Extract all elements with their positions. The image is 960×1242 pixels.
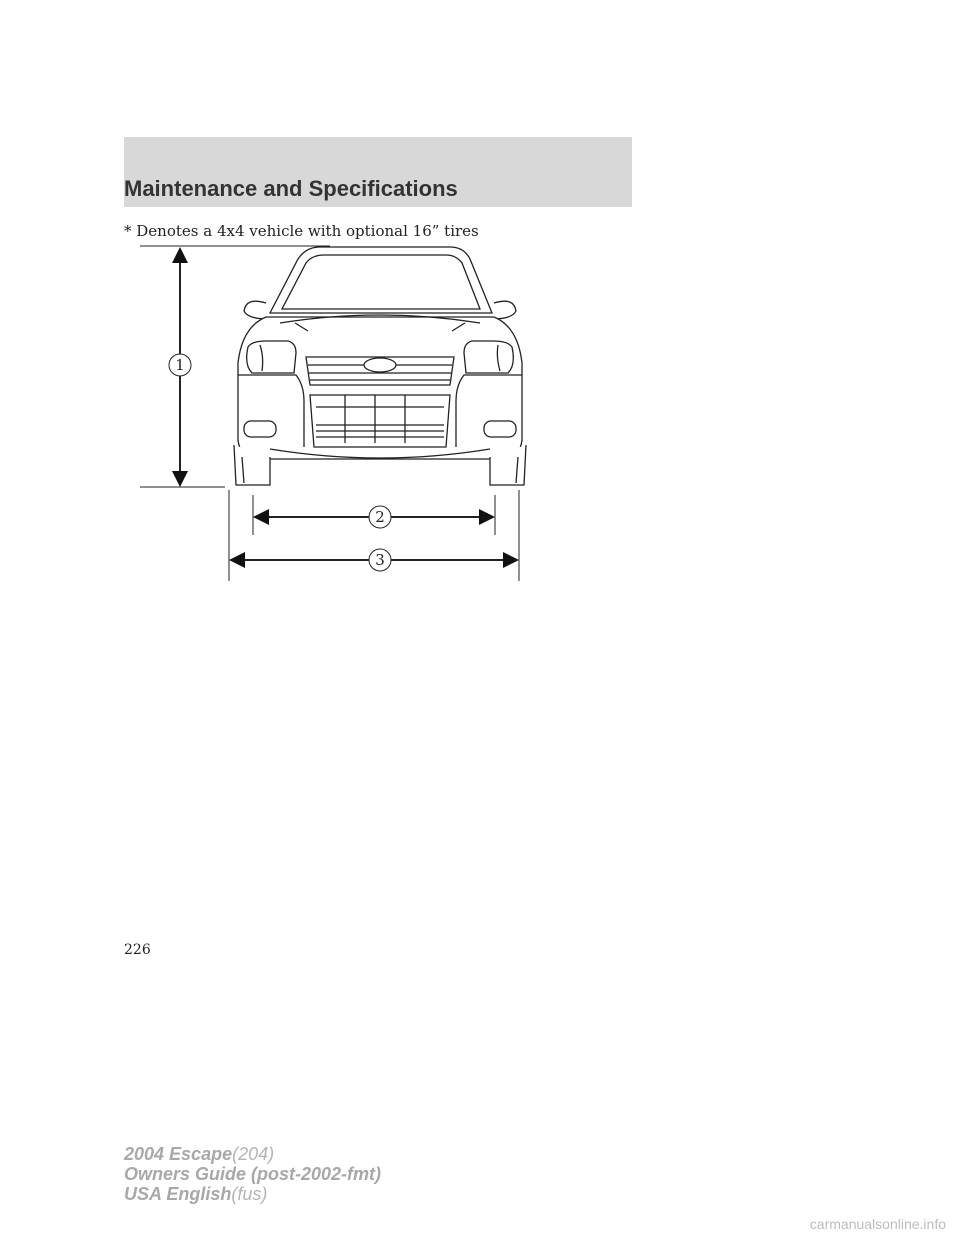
- footer-language-code: (fus): [231, 1184, 268, 1204]
- tire-note: * Denotes a 4x4 vehicle with optional 16” tires: [124, 222, 479, 240]
- footer-language: USA English: [124, 1184, 232, 1204]
- page-number: 226: [124, 942, 151, 958]
- footer-line-2: [124, 1164, 381, 1184]
- track-arrow-left: [253, 509, 269, 525]
- document-footer: [124, 1144, 381, 1204]
- height-arrow-bottom: [172, 471, 188, 487]
- vehicle-dimension-diagram: [120, 235, 540, 585]
- width-arrow-right: [503, 552, 519, 568]
- track-arrow-right: [479, 509, 495, 525]
- footer-guide: Owners Guide (post-2002-fmt): [124, 1164, 382, 1184]
- watermark: carmanualsonline.info: [809, 1216, 946, 1232]
- vehicle-front-view: [234, 247, 526, 485]
- footer-model-code: (204): [232, 1144, 275, 1164]
- footer-line-3: [124, 1184, 381, 1204]
- height-arrow-top: [172, 247, 188, 263]
- width-arrow-left: [229, 552, 245, 568]
- footer-model: 2004 Escape: [124, 1144, 233, 1164]
- callout-2-label: 2: [375, 508, 385, 526]
- callout-1-label: 1: [175, 356, 185, 374]
- section-title: Maintenance and Specifications: [124, 176, 458, 201]
- footer-line-1: [124, 1144, 381, 1164]
- callout-3-label: 3: [375, 551, 385, 569]
